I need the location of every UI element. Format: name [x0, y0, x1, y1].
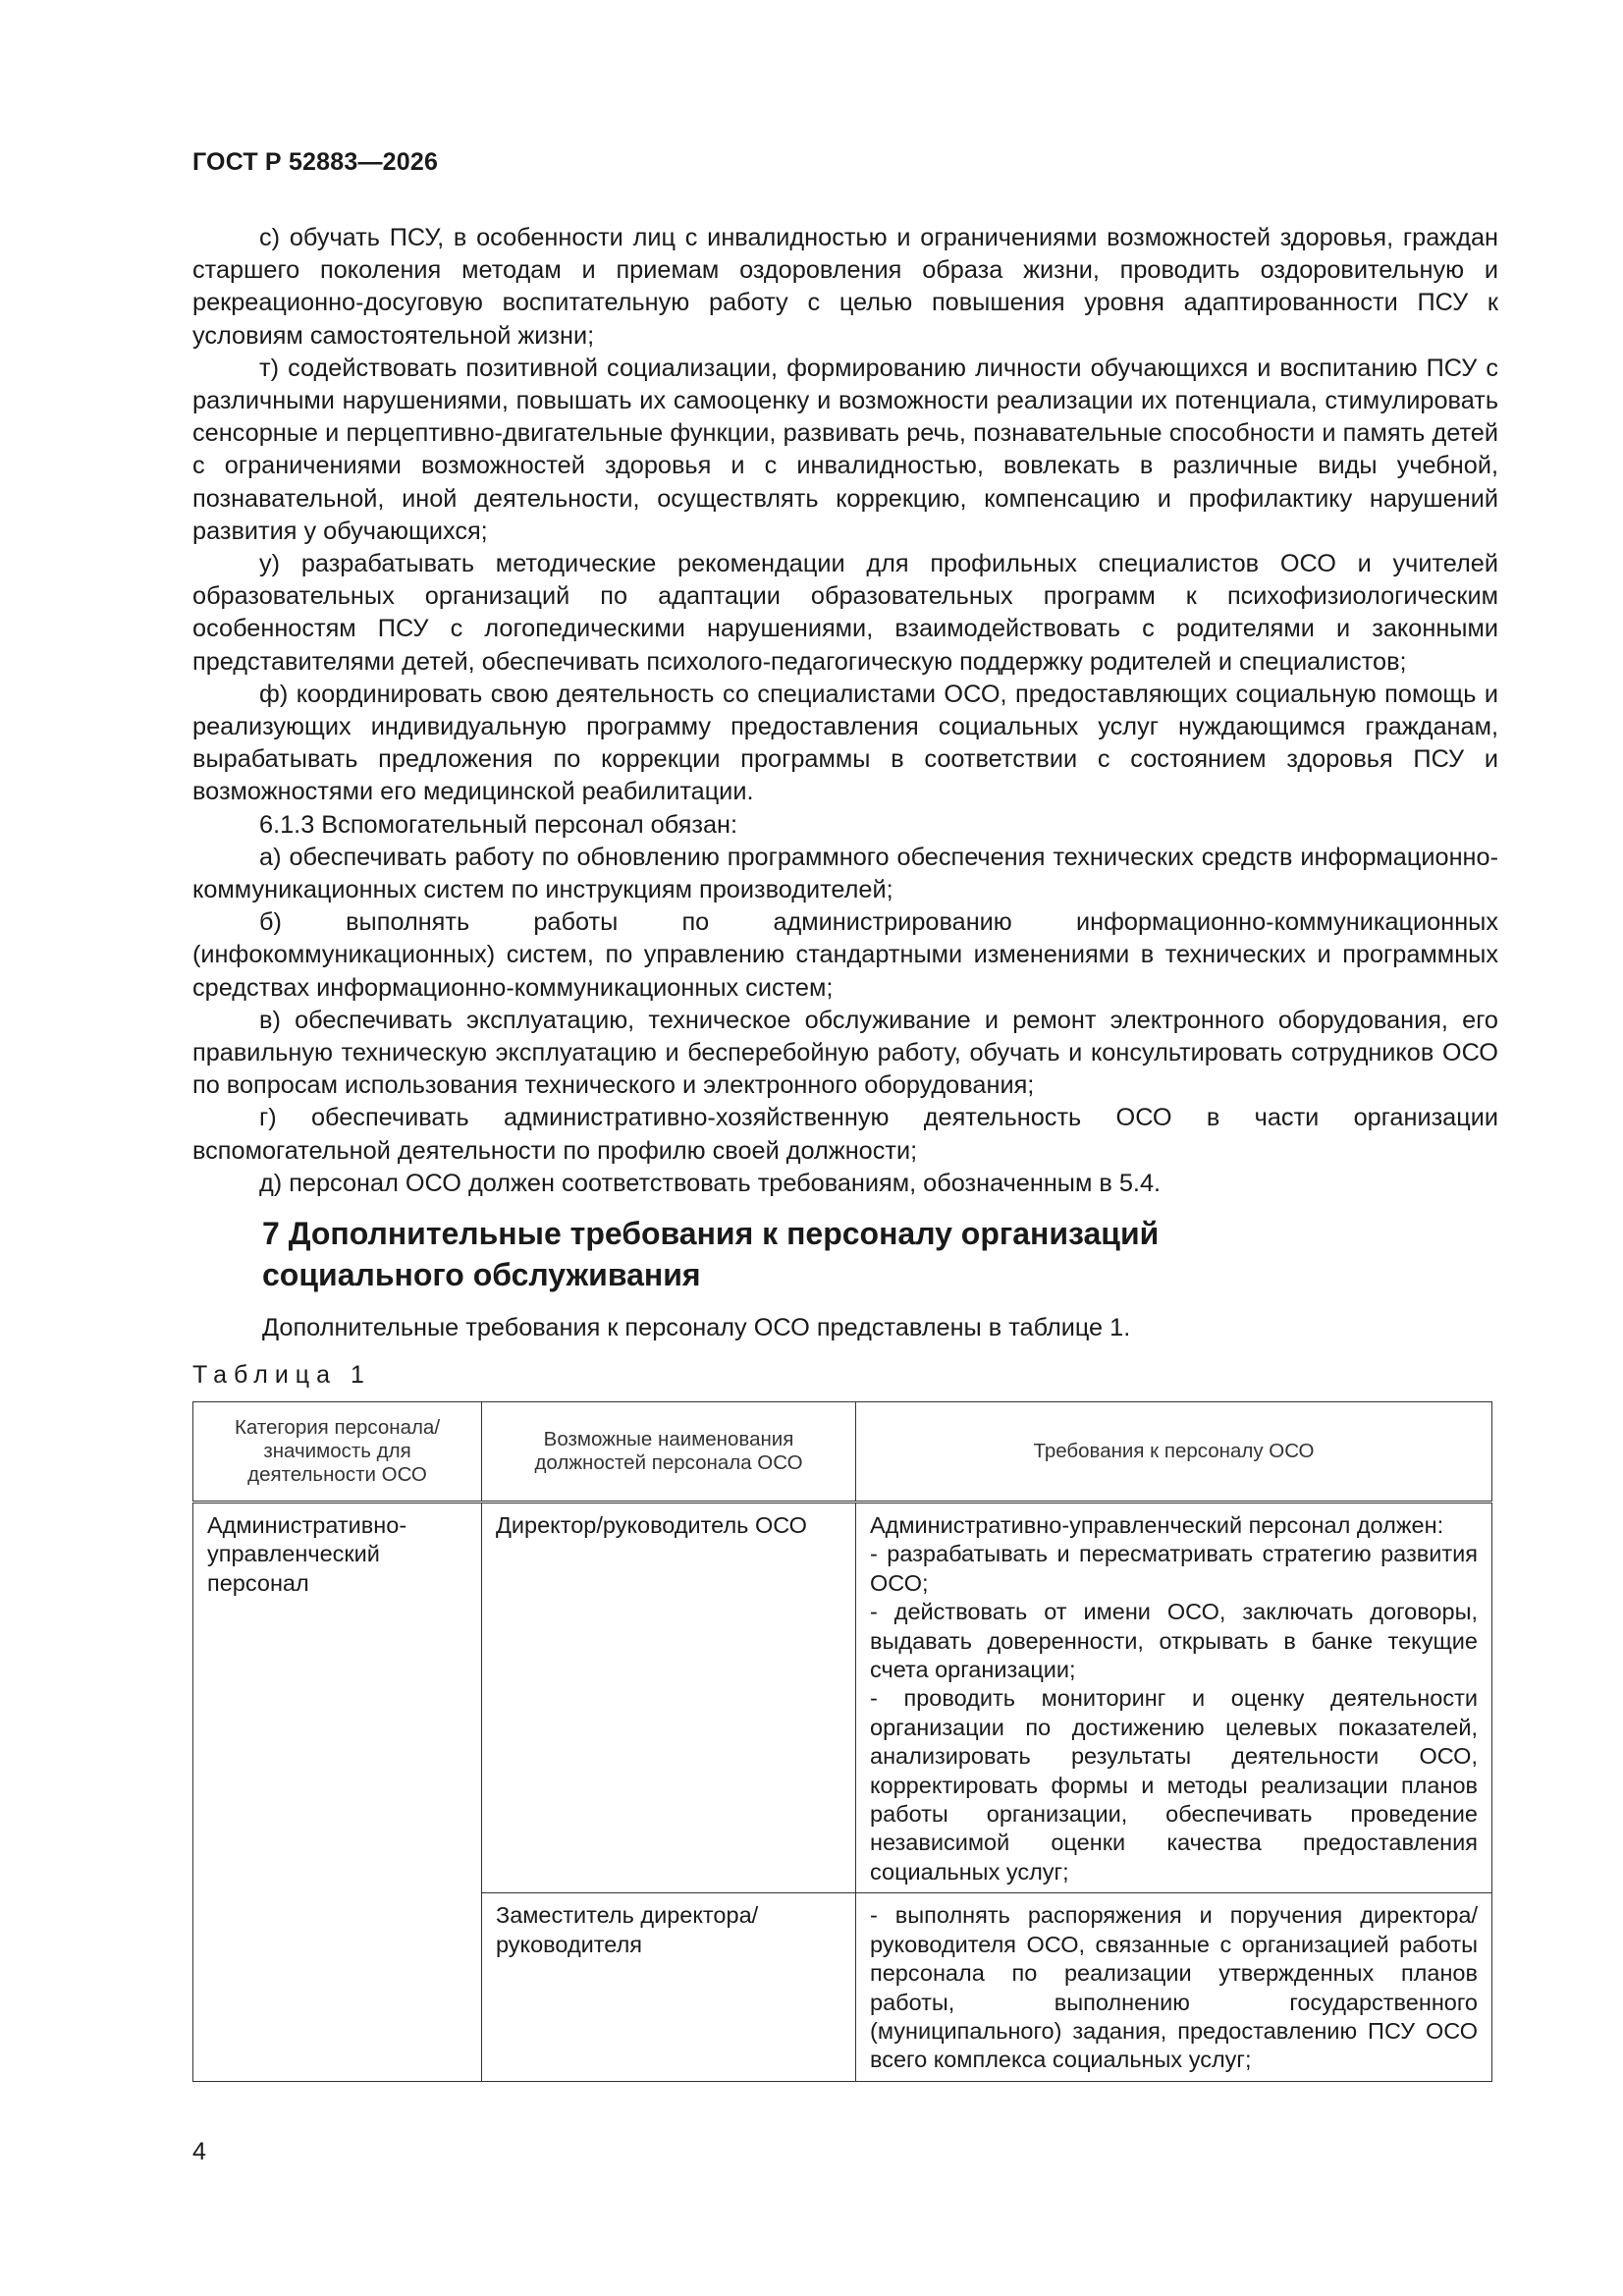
document-header: ГОСТ Р 52883—2026	[192, 148, 439, 176]
paragraph-s: с) обучать ПСУ, в особенности лиц с инвалидностью и ограничениями возможностей здоровья, граждан старшего поколения методам и приемам оздоровления образа жизни, проводить оздоровительную и рекреационно-досуговую воспитательную работу с целью повышения уровня адаптированности ПСУ к условиям самостоятельной жизни;	[192, 224, 1498, 350]
header-positions: Возможные наименования должностей персонала ОСО	[482, 1402, 856, 1503]
paragraph-f: ф) координировать свою деятельность со специалистами ОСО, предоставляющих социальную помощь и реализующих индивидуальную программу предоставления социальных услуг нуждающимся гражданам, вырабатывать предложения по коррекции программы в соответствии с состоянием здоровья ПСУ и возможностями его медицинской реабилитации.	[192, 680, 1498, 806]
table-continuation-cut	[187, 2092, 1502, 2111]
header-category: Категория персонала/ значимость для деятельности ОСО	[193, 1402, 482, 1503]
paragraph-g: г) обеспечивать административно-хозяйственную деятельность ОСО в части организации вспомогательной деятельности по профилю своей должности;	[192, 1104, 1498, 1165]
paragraph-v: в) обеспечивать эксплуатацию, техническое обслуживание и ремонт электронного оборудования, его правильную техническую эксплуатацию и бесперебойную работу, обучать и консультировать сотрудников ОСО по вопросам использования технического и электронного оборудования;	[192, 1006, 1498, 1100]
paragraph-t: т) содействовать позитивной социализации, формированию личности обучающихся и воспитанию ПСУ с различными нарушениями, повышать их самооценку и возможности реализации их потенциала, стимулировать сенсорные и перцептивно-двигательные функции, развивать речь, познавательные способности и память детей с ограничениями возможностей здоровья и с инвалидностью, вовлекать в различные виды учебной, познавательной, иной деятельности, осуществлять коррекцию, компенсацию и профилактику нарушений развития у обучающихся;	[192, 354, 1498, 545]
paragraph-u: у) разрабатывать методические рекомендации для профильных специалистов ОСО и учителей образовательных организаций по адаптации образовательных программ к психофизиологическим особенностям ПСУ с логопедическими нарушениями, взаимодействовать с родителями и законными представителями детей, обеспечивать психолого-педагогическую поддержку родителей и специалистов;	[192, 550, 1498, 676]
table-header-row	[193, 1402, 1492, 1503]
page-number: 4	[192, 2138, 206, 2165]
header-requirements: Требования к персоналу ОСО	[856, 1402, 1492, 1503]
category-cell: Административно-управленческий персонал	[193, 1503, 482, 2082]
position-cell: Заместитель директора/руководителя	[482, 1893, 856, 2081]
paragraph-a: а) обеспечивать работу по обновлению программного обеспечения технических средств информационно-коммуникационных систем по инструкциям производителей;	[192, 843, 1498, 904]
table-caption: Таблица 1	[192, 1361, 371, 1389]
paragraph-6-1-3: 6.1.3 Вспомогательный персонал обязан:	[259, 810, 738, 839]
position-cell: Директор/руководитель ОСО	[482, 1503, 856, 1893]
requirements-cell: - выполнять распоряжения и поручения директора/руководителя ОСО, связанные с организацией работы персонала по реализации утвержденных планов работы, выполнению государственного (муниципального) задания, предоставлению ПСУ ОСО всего комплекса социальных услуг;	[856, 1893, 1492, 2081]
section-title-line-1: 7 Дополнительные требования к персоналу организаций	[262, 1216, 1160, 1251]
requirements-cell: Административно-управленческий персонал должен: - разрабатывать и пересматривать стратегию развития ОСО; - действовать от имени ОСО, заключать договоры, выдавать доверенности, открывать в банке текущие счета организации; - проводить мониторинг и оценку деятельности организации по достижению целевых показателей, анализировать результаты деятельности ОСО, корректировать формы и методы реализации планов работы организации, обеспечивать проведение независимой оценки качества предоставления социальных услуг;	[856, 1503, 1492, 1893]
section-title-line-2: социального обслуживания	[262, 1257, 701, 1292]
body-text	[192, 222, 1498, 1200]
table-row	[193, 1503, 1492, 1893]
paragraph-b: б) выполнять работы по администрированию информационно-коммуникационных (инфокоммуникационных) систем, по управлению стандартными изменениями в технических и программных средствах информационно-коммуникационных систем;	[192, 908, 1498, 1002]
paragraph-d: д) персонал ОСО должен соответствовать требованиям, обозначенным в 5.4.	[259, 1169, 1162, 1197]
section-7-title	[262, 1213, 1244, 1295]
requirements-table	[192, 1401, 1492, 2082]
section-intro: Дополнительные требования к персоналу ОСО представлены в таблице 1.	[262, 1314, 1131, 1341]
